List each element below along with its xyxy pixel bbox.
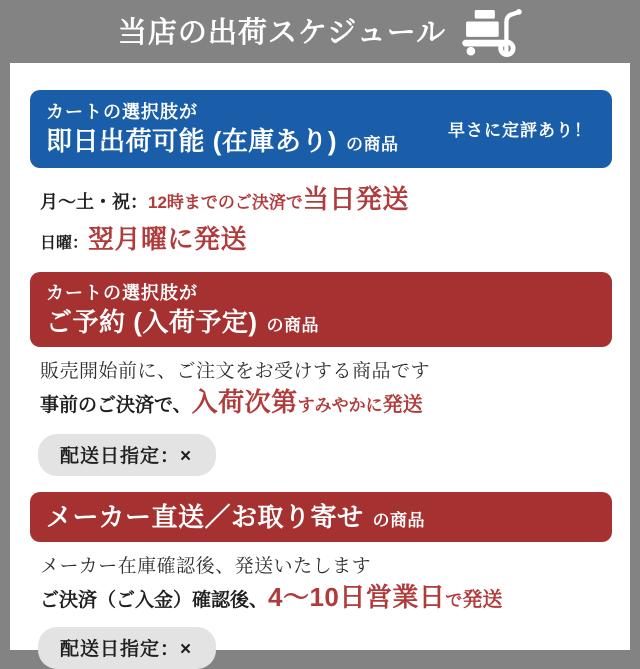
instock-rules xyxy=(40,182,630,262)
banner-suffix: の商品 xyxy=(266,315,320,335)
banner-title: 即日出荷可能 (在庫あり) xyxy=(46,126,338,156)
instock-banner xyxy=(30,90,612,168)
weekday-shipping-rule: 月～土・祝：12時までのご決済で当日発送 xyxy=(40,184,409,214)
instock-banner-text xyxy=(46,100,399,156)
speed-reputation-note: 早さに定評あり！ xyxy=(448,120,592,140)
page-title: 当店の出荷スケジュール xyxy=(117,17,447,49)
dropship-banner-text xyxy=(46,502,425,532)
preorder-banner-text xyxy=(46,281,319,337)
banner-title: メーカー直送／お取り寄せ xyxy=(46,502,364,532)
preorder-description: 販売開始前に、ご注文をお受けする商品です xyxy=(40,361,431,382)
preorder-shipping-rule: 事前のご決済で、入荷次第すみやかに発送 xyxy=(40,387,423,417)
content-panel xyxy=(10,63,630,660)
preorder-rules xyxy=(40,359,630,424)
dropship-rules xyxy=(40,554,630,619)
delivery-date-badge: 配送日指定：× xyxy=(38,434,216,476)
delivery-date-badge: 配送日指定：× xyxy=(38,627,216,669)
preorder-banner xyxy=(30,272,612,347)
header xyxy=(0,0,640,63)
banner-caption: カートの選択肢が xyxy=(46,102,198,122)
banner-suffix: の商品 xyxy=(372,511,425,530)
hand-truck-icon xyxy=(462,9,522,57)
dropship-banner xyxy=(30,492,612,542)
banner-suffix: の商品 xyxy=(346,135,399,154)
banner-title: ご予約 (入荷予定) xyxy=(46,306,258,337)
sunday-shipping-rule: 日曜：翌月曜に発送 xyxy=(40,224,248,254)
banner-caption: カートの選択肢が xyxy=(46,282,198,303)
dropship-shipping-rule: ご決済（ご入金）確認後、4～10日営業日で発送 xyxy=(40,582,503,612)
dropship-description: メーカー在庫確認後、発送いたします xyxy=(40,556,372,577)
